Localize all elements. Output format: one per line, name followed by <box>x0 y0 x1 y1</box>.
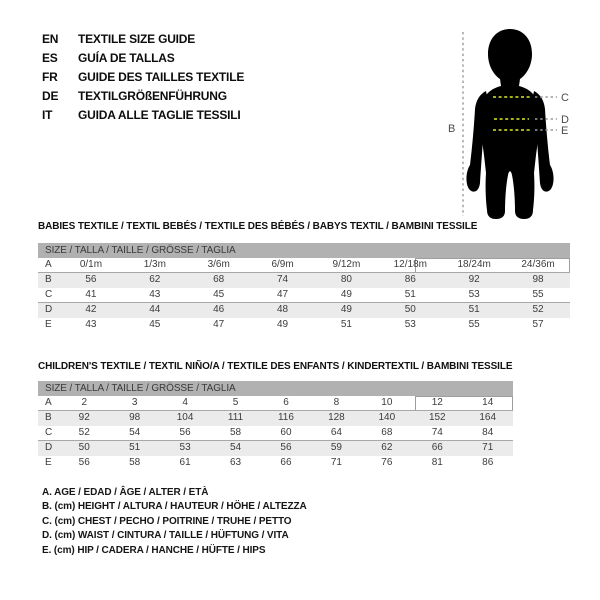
legend-line-e: E. (cm) HIP / CADERA / HANCHE / HÜFTE / HIPS <box>42 544 266 556</box>
table-cell: 57 <box>532 319 544 330</box>
table-row-a <box>38 396 513 411</box>
row-label: A <box>45 397 52 408</box>
language-row <box>42 67 244 86</box>
table-cell: 2 <box>81 397 87 408</box>
language-code: DE <box>42 88 59 103</box>
table-cell: 3/6m <box>207 259 230 270</box>
table-cell: 24/36m <box>521 259 555 270</box>
table-cell: 80 <box>340 274 352 285</box>
table-cell: 71 <box>330 457 342 468</box>
table-cell: 50 <box>404 304 416 315</box>
table-cell: 84 <box>482 427 494 438</box>
table-cell: 116 <box>277 412 294 423</box>
babies-section-heading: BABIES TEXTILE / TEXTIL BEBÉS / TEXTILE DES BÉBÉS / BABYS TEXTIL / BAMBINI TESSILE <box>38 221 478 232</box>
table-cell: 48 <box>277 304 289 315</box>
language-code: ES <box>42 50 58 65</box>
row-label: B <box>45 274 52 285</box>
table-row-b <box>38 411 513 426</box>
table-cell: 59 <box>330 442 342 453</box>
table-row-d <box>38 303 570 318</box>
table-cell: 58 <box>129 457 141 468</box>
table-cell: 10 <box>381 397 393 408</box>
table-cell: 86 <box>404 274 416 285</box>
table-cell: 164 <box>479 412 497 423</box>
row-label: A <box>45 259 52 270</box>
table-cell: 71 <box>482 442 494 453</box>
table-cell: 56 <box>85 274 97 285</box>
table-cell: 41 <box>85 289 97 300</box>
measurement-figure <box>440 13 600 228</box>
legend-line-a: A. AGE / EDAD / ÂGE / ALTER / ETÀ <box>42 487 209 498</box>
table-cell: 44 <box>149 304 161 315</box>
language-code: EN <box>42 31 59 46</box>
legend-line-c: C. (cm) CHEST / PECHO / POITRINE / TRUHE / PETTO <box>42 515 292 527</box>
row-label: E <box>45 457 52 468</box>
table-cell: 5 <box>232 397 239 408</box>
table-cell: 128 <box>328 412 345 423</box>
table-cell: 53 <box>468 289 480 300</box>
table-cell: 56 <box>78 457 90 468</box>
table-cell: 140 <box>378 412 396 423</box>
table-cell: 55 <box>532 289 544 300</box>
table-cell: 54 <box>129 427 141 438</box>
table-cell: 74 <box>431 427 443 438</box>
table-cell: 54 <box>229 442 242 453</box>
table-row-c <box>38 426 513 441</box>
table-cell: 43 <box>149 289 161 300</box>
row-label: B <box>45 412 52 423</box>
table-cell: 51 <box>129 442 141 453</box>
language-row <box>42 105 244 124</box>
babies-size-table <box>38 243 570 333</box>
table-cell: 6/9m <box>271 259 294 270</box>
table-cell: 53 <box>179 442 191 453</box>
table-row-e <box>38 318 570 333</box>
legend-line-b: B. (cm) HEIGHT / ALTURA / HAUTEUR / HÖHE / ALTEZZA <box>42 501 307 513</box>
table-cell: 12/18m <box>393 259 427 270</box>
table-cell: 49 <box>277 319 289 330</box>
table-cell: 12 <box>431 397 443 408</box>
table-cell: 42 <box>85 304 97 315</box>
table-cell: 4 <box>182 397 188 408</box>
figure-label-e: E <box>561 125 569 137</box>
table-cell: 86 <box>482 457 494 468</box>
table-cell: 62 <box>149 274 161 285</box>
table-cell: 0/1m <box>79 259 103 270</box>
table-cell: 56 <box>179 427 191 438</box>
table-row-e <box>38 456 513 471</box>
table-cell: 51 <box>468 304 480 315</box>
table-cell: 92 <box>468 274 480 285</box>
table-cell: 43 <box>85 319 97 330</box>
language-code: IT <box>42 107 53 122</box>
size-header-bar: SIZE / TALLA / TAILLE / GRÖSSE / TAGLIA <box>38 381 513 396</box>
row-label: C <box>45 427 53 438</box>
language-title: TEXTILGRÖßENFÜHRUNG <box>78 88 227 103</box>
table-cell: 46 <box>213 304 225 315</box>
table-cell: 14 <box>482 397 494 408</box>
language-row <box>42 29 244 48</box>
language-row <box>42 48 244 67</box>
child-silhouette-svg <box>440 13 600 228</box>
figure-label-c: C <box>561 92 569 104</box>
table-cell: 62 <box>381 442 393 453</box>
table-cell: 68 <box>381 427 393 438</box>
table-cell: 60 <box>280 427 292 438</box>
table-cell: 74 <box>277 274 289 285</box>
child-silhouette <box>481 29 540 219</box>
table-cell: 52 <box>532 304 544 315</box>
row-label: E <box>45 319 52 330</box>
legend-line-d: D. (cm) WAIST / CINTURA / TAILLE / HÜFTUNG / VITA <box>42 530 289 542</box>
language-row <box>42 86 244 105</box>
table-cell: 68 <box>213 274 225 285</box>
table-row-d <box>38 441 513 456</box>
children-size-table <box>38 381 513 471</box>
table-cell: 58 <box>229 427 242 438</box>
language-code: FR <box>42 69 58 84</box>
table-cell: 8 <box>333 397 340 408</box>
table-cell: 92 <box>78 412 90 423</box>
size-header-bar: SIZE / TALLA / TAILLE / GRÖSSE / TAGLIA <box>38 243 570 258</box>
table-cell: 66 <box>431 442 443 453</box>
table-row-c <box>38 288 570 303</box>
row-label: D <box>45 304 53 315</box>
table-cell: 104 <box>176 412 194 423</box>
table-cell: 61 <box>179 457 191 468</box>
measurement-legend <box>42 486 307 558</box>
table-row-b <box>38 273 570 288</box>
table-cell: 81 <box>431 457 443 468</box>
table-cell: 51 <box>404 289 416 300</box>
table-cell: 76 <box>381 457 393 468</box>
table-cell: 47 <box>213 319 225 330</box>
table-cell: 56 <box>280 442 292 453</box>
table-cell: 152 <box>428 412 446 423</box>
children-section-heading: CHILDREN'S TEXTILE / TEXTIL NIÑO/A / TEXTILE DES ENFANTS / KINDERTEXTIL / BAMBINI TESSILE <box>38 361 513 372</box>
language-title: TEXTILE SIZE GUIDE <box>78 31 196 46</box>
table-row-a <box>38 258 570 273</box>
table-cell: 64 <box>330 427 342 438</box>
table-cell: 98 <box>129 412 141 423</box>
language-title: GUIDE DES TAILLES TEXTILE <box>78 69 245 84</box>
table-cell: 9/12m <box>332 259 361 270</box>
table-cell: 45 <box>149 319 161 330</box>
table-cell: 6 <box>283 397 289 408</box>
table-cell: 55 <box>468 319 480 330</box>
table-cell: 49 <box>340 289 352 300</box>
table-cell: 98 <box>532 274 544 285</box>
table-cell: 52 <box>78 427 90 438</box>
table-cell: 49 <box>340 304 352 315</box>
table-cell: 66 <box>280 457 292 468</box>
table-cell: 47 <box>277 289 289 300</box>
table-cell: 18/24m <box>457 259 491 270</box>
language-title-list <box>42 29 244 124</box>
table-cell: 63 <box>229 457 242 468</box>
language-title: GUIDA ALLE TAGLIE TESSILI <box>78 107 241 122</box>
table-cell: 50 <box>78 442 90 453</box>
table-cell: 53 <box>404 319 416 330</box>
language-title: GUÍA DE TALLAS <box>78 50 175 65</box>
row-label: D <box>45 442 53 453</box>
row-label: C <box>45 289 53 300</box>
table-cell: 111 <box>227 412 244 423</box>
table-cell: 3 <box>131 397 138 408</box>
table-cell: 51 <box>340 319 352 330</box>
table-cell: 1/3m <box>143 259 166 270</box>
table-cell: 45 <box>213 289 225 300</box>
figure-label-d: D <box>561 114 569 126</box>
figure-label-b: B <box>448 123 456 135</box>
